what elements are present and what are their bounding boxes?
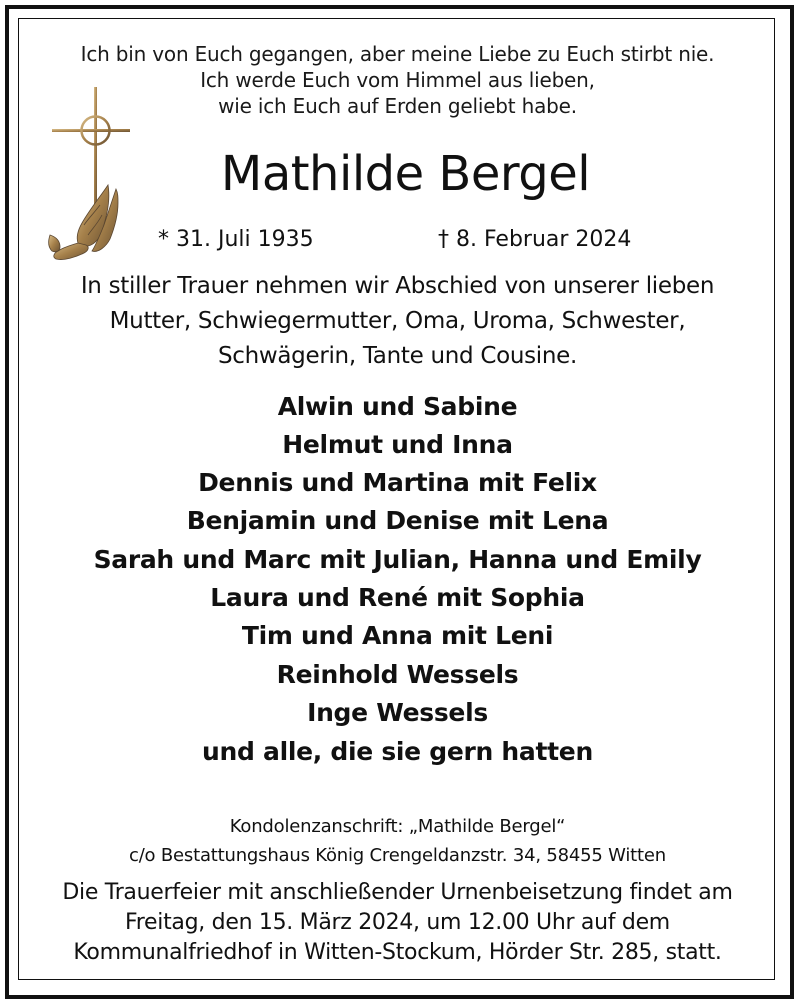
family-line-6: Laura und René mit Sophia — [210, 583, 585, 612]
intro-line-2: Mutter, Schwiegermutter, Oma, Uroma, Schwester, — [109, 308, 686, 334]
family-line-7: Tim und Anna mit Leni — [241, 621, 554, 650]
service-line-3: Kommunalfriedhof in Witten-Stockum, Hörder Str. 285, statt. — [73, 940, 722, 965]
motto-line-2: Ich werde Euch vom Himmel aus lieben, — [200, 68, 595, 92]
family-line-5: Sarah und Marc mit Julian, Hanna und Emily — [93, 545, 702, 574]
family-line-8: Reinhold Wessels — [276, 660, 519, 689]
intro-line-1: In stiller Trauer nehmen wir Abschied von unserer lieben — [80, 273, 715, 299]
deceased-name: Mathilde Bergel — [220, 146, 591, 202]
family-line-3: Dennis und Martina mit Felix — [198, 468, 597, 497]
family-line-10: und alle, die sie gern hatten — [202, 737, 593, 766]
family-line-4: Benjamin und Denise mit Lena — [186, 506, 609, 535]
family-line-9: Inge Wessels — [307, 698, 488, 727]
birth-date: * 31. Juli 1935 — [158, 227, 314, 252]
service-line-2: Freitag, den 15. März 2024, um 12.00 Uhr auf dem — [125, 910, 670, 935]
motto-line-3: wie ich Euch auf Erden geliebt habe. — [218, 94, 577, 118]
condolence-line-1: Kondolenzanschrift: „Mathilde Bergel“ — [229, 816, 566, 837]
family-line-2: Helmut und Inna — [282, 430, 513, 459]
condolence-line-2: c/o Bestattungshaus König Crengeldanzstr. 34, 58455 Witten — [129, 845, 666, 866]
death-date: † 8. Februar 2024 — [438, 227, 632, 252]
family-line-1: Alwin und Sabine — [277, 392, 518, 421]
motto-line-1: Ich bin von Euch gegangen, aber meine Liebe zu Euch stirbt nie. — [80, 42, 715, 66]
intro-line-3: Schwägerin, Tante und Cousine. — [217, 343, 578, 369]
service-line-1: Die Trauerfeier mit anschließender Urnenbeisetzung findet am — [62, 880, 733, 905]
